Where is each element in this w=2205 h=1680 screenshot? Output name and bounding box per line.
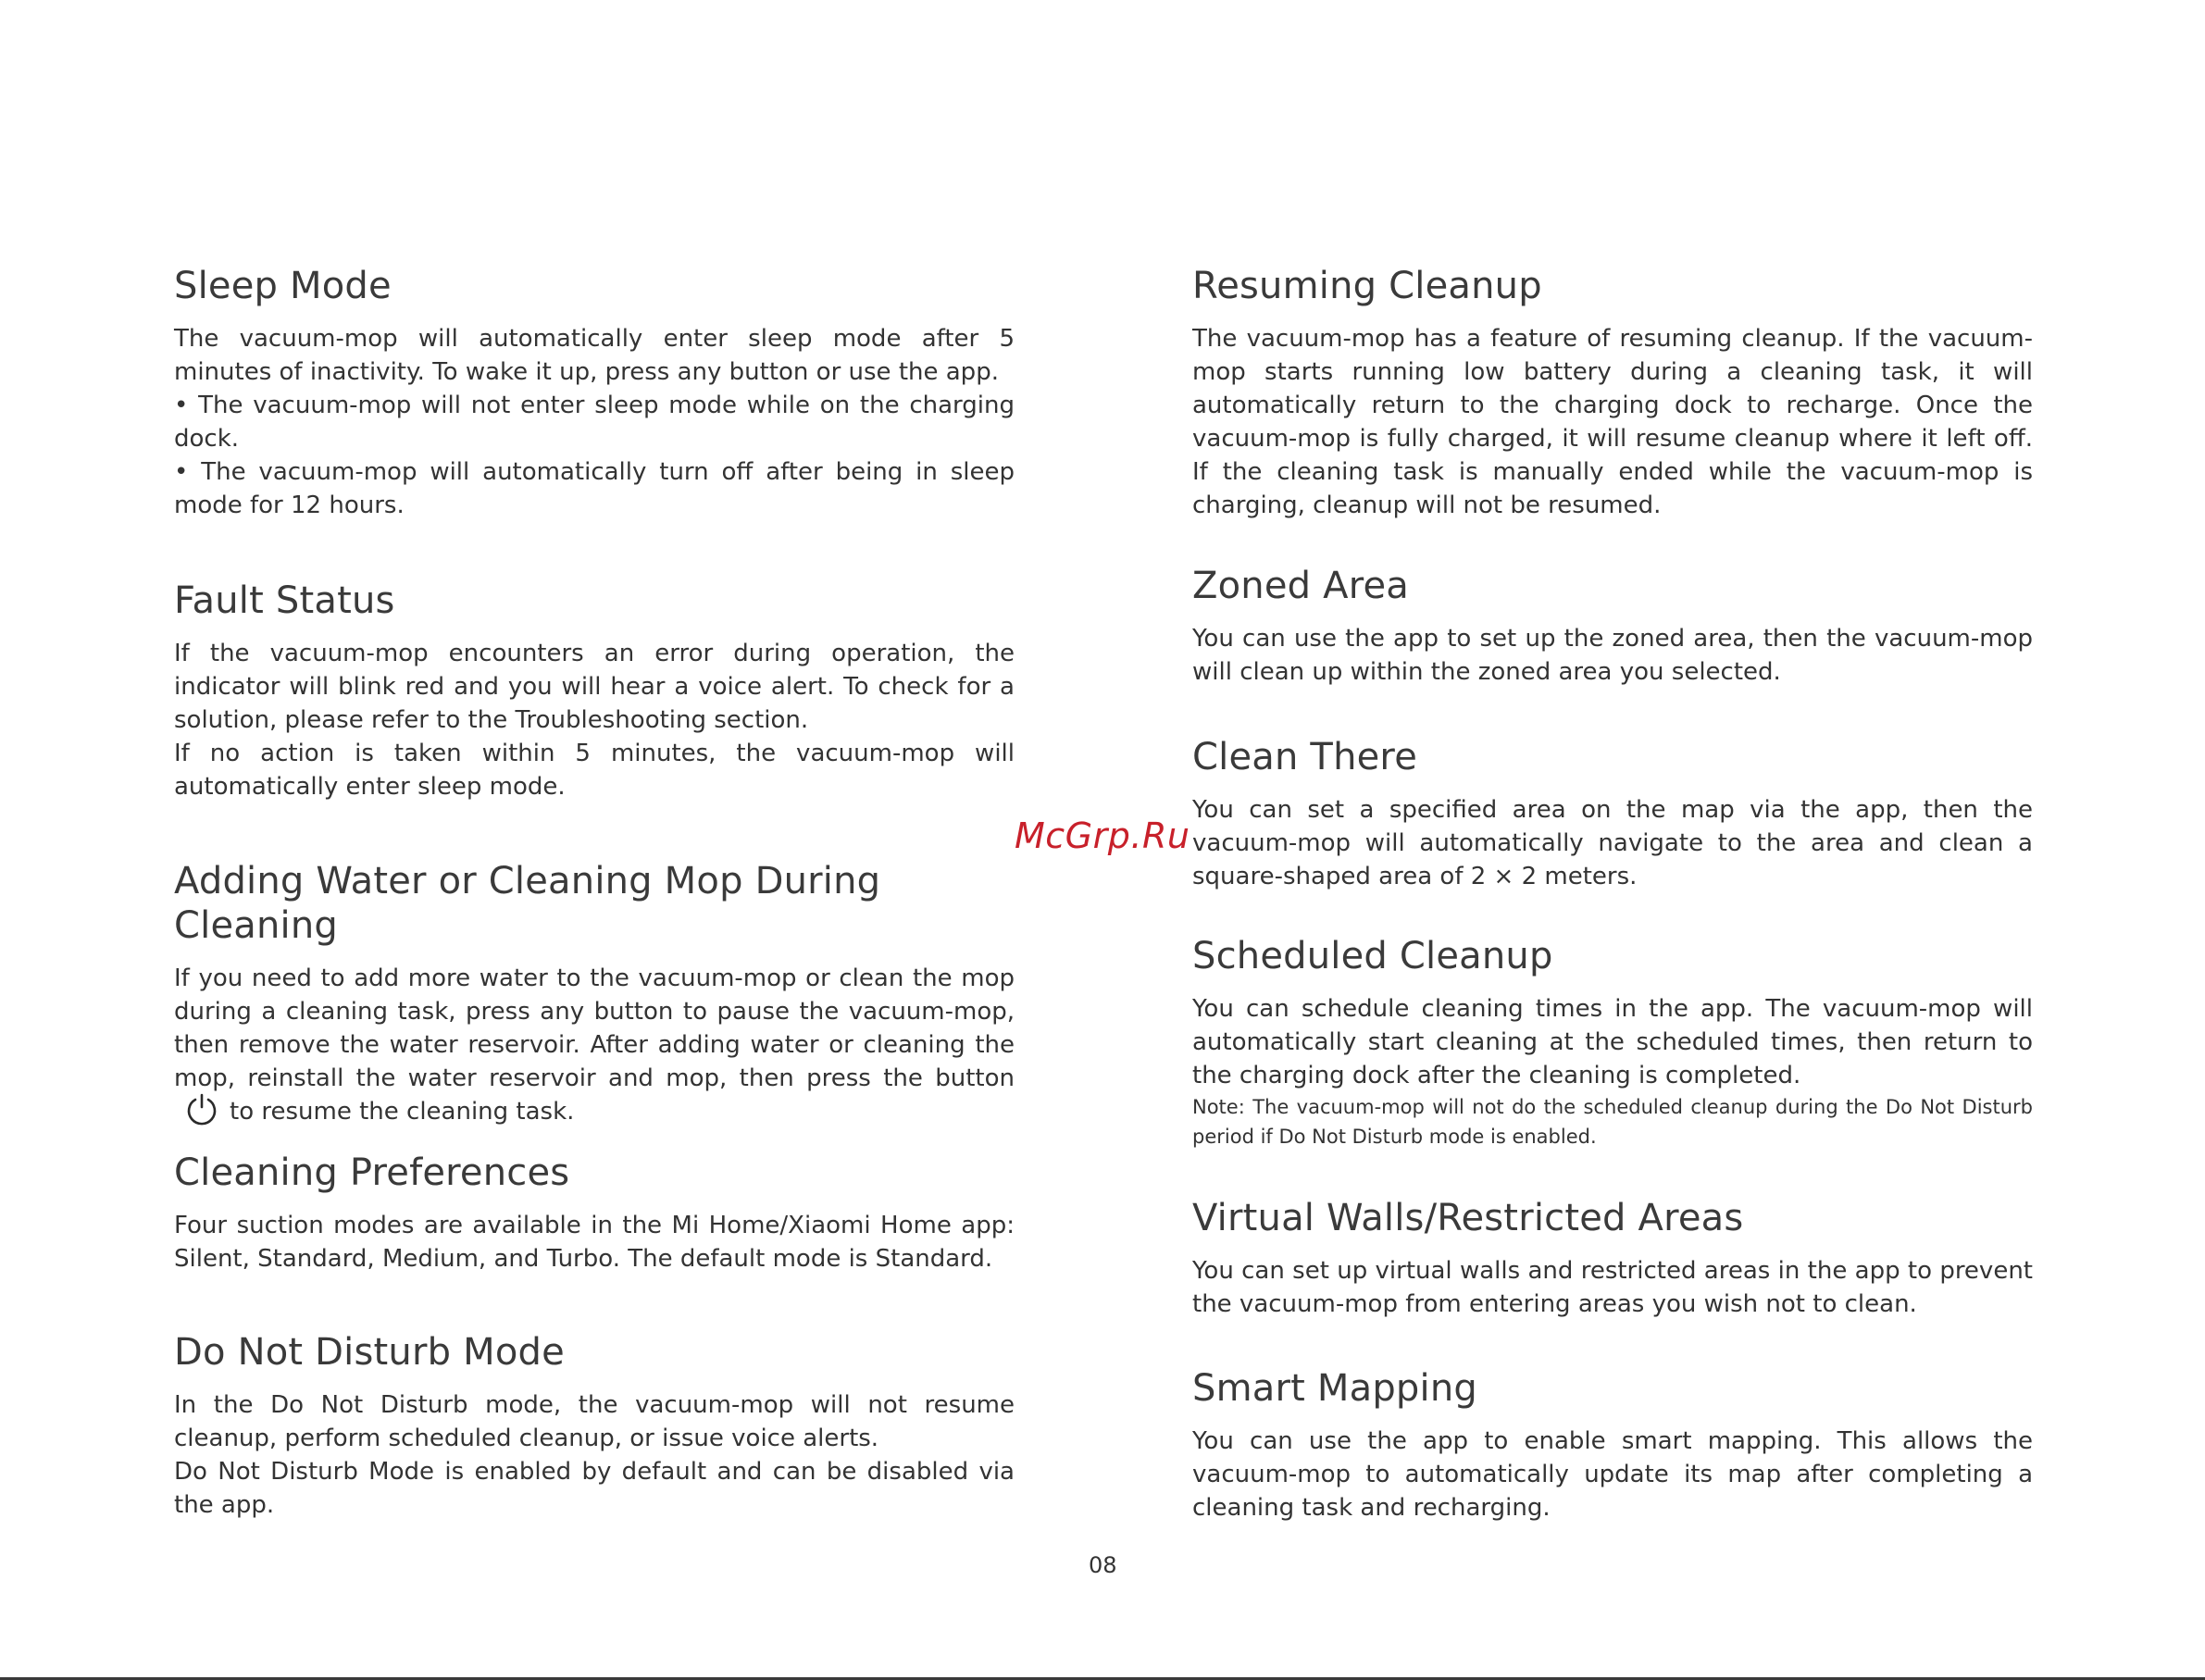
- section-title: Adding Water or Cleaning Mop During Cleaning: [174, 860, 881, 947]
- section-virtual-walls: [1192, 1196, 2033, 1321]
- bullet-item: • The vacuum-mop will not enter sleep mode while on the charging dock.: [174, 392, 1015, 453]
- section-body: [1192, 793, 2033, 893]
- section-smart-mapping: [1192, 1366, 2033, 1524]
- bullet-item: • The vacuum-mop will automatically turn off after being in sleep mode for 12 hours.: [174, 458, 1015, 519]
- section-fault-status: [174, 579, 1015, 803]
- paragraph: The vacuum-mop has a feature of resuming cleanup. If the vacuum-mop starts running low battery during a cleaning task, it will automatically return to the charging dock to recharge. Once the vacuum-mop is fully charged, it will resume cleanup where it left off. If the cleaning task is manually ended while the vacuum-mop is charging, cleanup will not be resumed.: [1192, 325, 2033, 519]
- section-body: [174, 637, 1015, 803]
- section-title: Scheduled Cleanup: [1192, 935, 1553, 977]
- section-do-not-disturb: [174, 1330, 1015, 1522]
- section-title: Resuming Cleanup: [1192, 265, 1542, 307]
- paragraph: If no action is taken within 5 minutes, the vacuum-mop will automatically enter sleep mode.: [174, 740, 1015, 801]
- paragraph: You can use the app to set up the zoned area, then the vacuum-mop will clean up within the zoned area you selected.: [1192, 625, 2033, 686]
- paragraph-text: If you need to add more water to the vacuum-mop or clean the mop during a cleaning task, press any button to pause the vacuum-mop, then remove the water reservoir. After adding water or cleaning the mop, reinstall the water reservoir and mop, then press the button: [174, 964, 1015, 1092]
- section-title: Zoned Area: [1192, 565, 1409, 607]
- section-title: Fault Status: [174, 579, 395, 622]
- section-cleaning-preferences: [174, 1151, 1015, 1276]
- section-title: Cleaning Preferences: [174, 1151, 570, 1194]
- note-text: Note: The vacuum-mop will not do the scheduled cleanup during the Do Not Disturb period if Do Not Disturb mode is enabled.: [1192, 1096, 2033, 1148]
- section-body: [174, 1388, 1015, 1522]
- section-body: [174, 322, 1015, 522]
- section-body: [174, 1209, 1015, 1276]
- section-body: [1192, 322, 2033, 522]
- paragraph-text: to resume the cleaning task.: [230, 1098, 575, 1126]
- section-body: [1192, 1425, 2033, 1524]
- paragraph: You can use the app to enable smart mapping. This allows the vacuum-mop to automatically update its map after completing a cleaning task and recharging.: [1192, 1427, 2033, 1522]
- section-body: [1192, 622, 2033, 689]
- paragraph: The vacuum-mop will automatically enter sleep mode after 5 minutes of inactivity. To wake it up, press any button or use the app.: [174, 325, 1015, 386]
- paragraph: In the Do Not Disturb mode, the vacuum-mop will not resume cleanup, perform scheduled cleanup, or issue voice alerts.: [174, 1391, 1015, 1452]
- section-sleep-mode: [174, 264, 1015, 522]
- section-adding-water: [174, 859, 1015, 1128]
- paragraph: If the vacuum-mop encounters an error during operation, the indicator will blink red and you will hear a voice alert. To check for a solution, please refer to the Troubleshooting section.: [174, 640, 1015, 734]
- section-body: [1192, 1254, 2033, 1321]
- paragraph: Four suction modes are available in the Mi Home/Xiaomi Home app: Silent, Standard, Medium, and Turbo. The default mode is Standard.: [174, 1212, 1015, 1273]
- watermark-text: McGrp.Ru: [1015, 815, 1190, 856]
- section-body: [1192, 992, 2033, 1151]
- paragraph: You can set up virtual walls and restricted areas in the app to prevent the vacuum-mop from entering areas you wish not to clean.: [1192, 1257, 2033, 1318]
- section-scheduled-cleanup: [1192, 934, 2033, 1151]
- section-title: Sleep Mode: [174, 265, 392, 307]
- section-title: Virtual Walls/Restricted Areas: [1192, 1197, 1744, 1239]
- section-title: Clean There: [1192, 736, 1418, 778]
- section-body: [174, 962, 1015, 1128]
- page-number: 08: [1089, 1552, 1117, 1578]
- section-title: Do Not Disturb Mode: [174, 1331, 565, 1374]
- section-zoned-area: [1192, 564, 2033, 689]
- paragraph: [174, 962, 1015, 1128]
- section-title: Smart Mapping: [1192, 1367, 1477, 1410]
- section-clean-there: [1192, 735, 2033, 893]
- section-resuming-cleanup: [1192, 264, 2033, 522]
- paragraph: You can set a specified area on the map via the app, then the vacuum-mop will automatically navigate to the area and clean a square-shaped area of 2 × 2 meters.: [1192, 796, 2033, 890]
- power-icon: [183, 1091, 220, 1128]
- paragraph: You can schedule cleaning times in the app. The vacuum-mop will automatically start cleaning at the scheduled times, then return to the charging dock after the cleaning is completed.: [1192, 995, 2033, 1089]
- paragraph: Do Not Disturb Mode is enabled by default and can be disabled via the app.: [174, 1458, 1015, 1519]
